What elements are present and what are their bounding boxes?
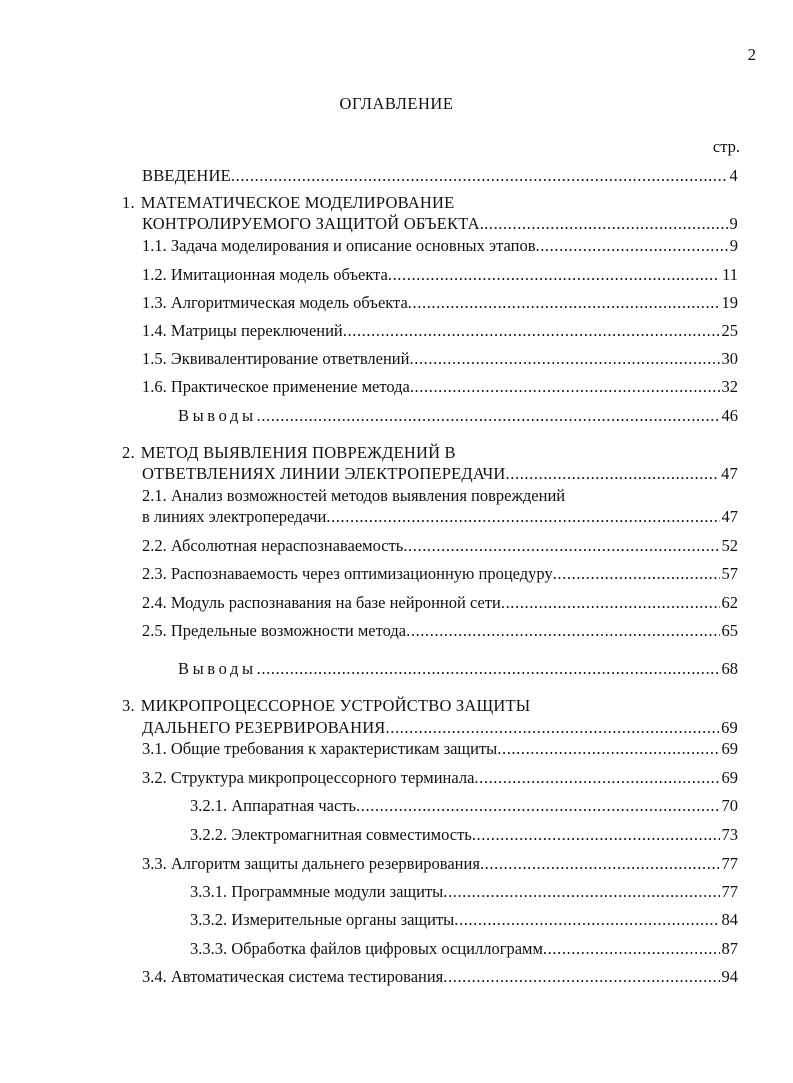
toc-chapter-3-heading [122, 696, 530, 716]
dot-leader [326, 507, 719, 527]
toc-entry-chapter-2 [142, 464, 738, 484]
entry-page: 57 [721, 564, 738, 583]
toc-entry-3-3-3 [190, 939, 738, 959]
dot-leader [484, 214, 727, 234]
entry-page: 62 [721, 593, 738, 612]
entry-title: 1.6. Практическое применение метода [142, 377, 410, 396]
toc-entry-2-3 [142, 564, 738, 584]
entry-page: 11 [722, 265, 738, 284]
entry-title: 3.1. Общие требования к характеристикам защиты [142, 739, 498, 758]
toc-entry-1-5 [142, 349, 738, 369]
toc-chapter-2-heading [122, 443, 456, 463]
entry-page: 25 [721, 321, 738, 340]
dot-leader [501, 593, 720, 613]
toc-entry-3-1 [142, 739, 738, 759]
chapter-title-line2: ДАЛЬНЕГО РЕЗЕРВИРОВАНИЯ [142, 718, 386, 737]
entry-title: 1.2. Имитационная модель объекта [142, 265, 388, 284]
dot-leader [443, 882, 719, 902]
entry-page: 73 [721, 825, 738, 844]
dot-leader [343, 321, 720, 341]
dot-leader [443, 967, 719, 987]
chapter-number: 1. [122, 193, 135, 212]
chapter-title-line1: МИКРОПРОЦЕССОРНОЕ УСТРОЙСТВО ЗАЩИТЫ [140, 696, 531, 715]
entry-title: 1.1. Задача моделирования и описание основных этапов [142, 236, 536, 255]
toc-entry-1-6 [142, 377, 738, 397]
chapter-number: 3. [122, 696, 135, 715]
toc-entry-1-conclusions [178, 406, 738, 426]
entry-page: 9 [729, 236, 738, 255]
toc-entry-3-2 [142, 768, 738, 788]
toc-entry-2-4 [142, 593, 738, 613]
dot-leader [409, 349, 719, 369]
entry-page: 19 [721, 293, 738, 312]
dot-leader [474, 768, 719, 788]
chapter-number: 2. [122, 443, 135, 462]
chapter-title-line1: МЕТОД ВЫЯВЛЕНИЯ ПОВРЕЖДЕНИЙ В [140, 443, 456, 462]
dot-leader [408, 293, 720, 313]
toc-chapter-1-heading [122, 193, 454, 213]
toc-entry-1-1 [142, 236, 738, 256]
toc-entry-3-3 [142, 854, 738, 874]
toc-entry-2-1-line1: 2.1. Анализ возможностей методов выявления повреждений [142, 486, 566, 505]
dot-leader [257, 406, 720, 426]
entry-title: 2.5. Предельные возможности метода [142, 621, 407, 640]
entry-page: 52 [721, 536, 738, 555]
toc-entry-1-2 [142, 265, 738, 285]
dot-leader [388, 265, 720, 285]
page-column-header: стр. [712, 137, 740, 156]
toc-entry-3-3-1 [190, 882, 738, 902]
toc-entry-chapter-3 [142, 718, 738, 738]
entry-page: 77 [721, 854, 738, 873]
entry-page: 68 [721, 659, 738, 678]
chapter-title-line2: КОНТРОЛИРУЕМОГО ЗАЩИТОЙ ОБЪЕКТА. [142, 214, 485, 233]
dot-leader [535, 236, 727, 256]
entry-title: Выводы [178, 659, 257, 678]
dot-leader [454, 910, 719, 930]
chapter-title-line1: МАТЕМАТИЧЕСКОЕ МОДЕЛИРОВАНИЕ [140, 193, 455, 212]
entry-page: 47 [721, 507, 738, 526]
dot-leader [356, 796, 719, 816]
entry-title: 2.2. Абсолютная нераспознаваемость [142, 536, 404, 555]
toc-entry-3-2-1 [190, 796, 738, 816]
dot-leader [231, 166, 728, 186]
toc-entry-introduction [142, 166, 738, 186]
entry-title: 2.3. Распознаваемость через оптимизационную процедуру [142, 564, 553, 583]
entry-page: 30 [721, 349, 738, 368]
entry-page: 69 [721, 739, 738, 758]
entry-title: 3.3.2. Измерительные органы защиты [190, 910, 455, 929]
dot-leader [406, 621, 719, 641]
dot-leader [472, 825, 720, 845]
entry-title: 3.2.2. Электромагнитная совместимость [190, 825, 472, 844]
entry-page: 94 [721, 967, 738, 986]
dot-leader [403, 536, 719, 556]
page-number: 2 [747, 45, 756, 64]
entry-page: 77 [721, 882, 738, 901]
entry-page: 87 [721, 939, 738, 958]
entry-page: 84 [721, 910, 738, 929]
toc-entry-2-5 [142, 621, 738, 641]
entry-page: 69 [721, 718, 738, 737]
toc-entry-3-2-2 [190, 825, 738, 845]
dot-leader [410, 377, 720, 397]
dot-leader [257, 659, 720, 679]
entry-page: 4 [729, 166, 738, 185]
toc-title: ОГЛАВЛЕНИЕ [339, 94, 454, 113]
entry-page: 70 [721, 796, 738, 815]
entry-title: 3.3.1. Программные модули защиты [190, 882, 444, 901]
toc-entry-2-2 [142, 536, 738, 556]
toc-entry-1-3 [142, 293, 738, 313]
toc-entry-2-1 [142, 507, 738, 527]
entry-page: 9 [729, 214, 738, 233]
entry-title: 3.2.1. Аппаратная часть [190, 796, 357, 815]
dot-leader [480, 854, 720, 874]
dot-leader [497, 739, 719, 759]
entry-page: 32 [721, 377, 738, 396]
dot-leader [506, 464, 720, 484]
entry-title: 3.2. Структура микропроцессорного терминала [142, 768, 475, 787]
entry-page: 46 [721, 406, 738, 425]
entry-title: в линиях электропередачи [142, 507, 327, 526]
entry-title: ВВЕДЕНИЕ [142, 166, 231, 185]
entry-page: 69 [721, 768, 738, 787]
entry-page: 47 [721, 464, 738, 483]
entry-title: 1.5. Эквивалентирование ответвлений [142, 349, 410, 368]
entry-title: Выводы [178, 406, 257, 425]
chapter-title-line2: ОТВЕТВЛЕНИЯХ ЛИНИИ ЭЛЕКТРОПЕРЕДАЧИ [142, 464, 506, 483]
entry-title: 3.3.3. Обработка файлов цифровых осциллограмм [190, 939, 543, 958]
toc-entry-1-4 [142, 321, 738, 341]
dot-leader [543, 939, 720, 959]
entry-page: 65 [721, 621, 738, 640]
entry-title: 3.4. Автоматическая система тестирования [142, 967, 444, 986]
dot-leader [386, 718, 720, 738]
toc-entry-3-3-2 [190, 910, 738, 930]
toc-entry-2-conclusions [178, 659, 738, 679]
entry-title: 1.4. Матрицы переключений [142, 321, 343, 340]
dot-leader [553, 564, 720, 584]
entry-title: 3.3. Алгоритм защиты дальнего резервирования [142, 854, 480, 873]
toc-entry-3-4 [142, 967, 738, 987]
entry-title: 1.3. Алгоритмическая модель объекта [142, 293, 408, 312]
entry-title: 2.4. Модуль распознавания на базе нейронной сети [142, 593, 501, 612]
toc-entry-chapter-1 [142, 214, 738, 234]
